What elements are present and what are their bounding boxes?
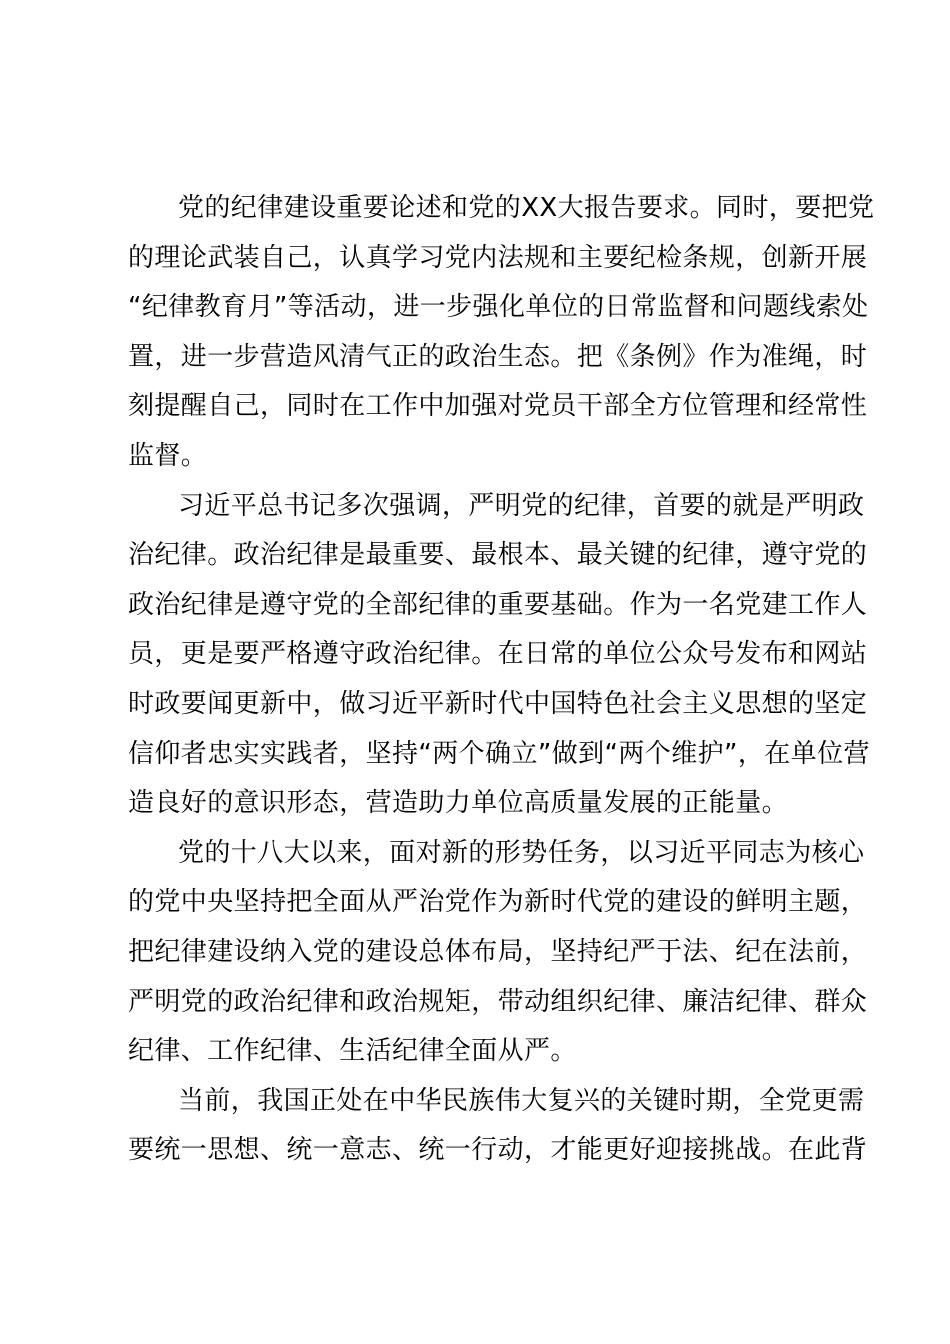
- paragraph-first-line: 当前，我国正处在中华民族伟大复兴的关键时期，全党更需: [178, 1085, 865, 1116]
- body-text: [128, 184, 875, 1176]
- text-line: 时政要闻更新中，做习近平新时代中国特色社会主义思想的坚定: [128, 688, 868, 719]
- text-line: 治纪律。政治纪律是最重要、最根本、最关键的纪律，遵守党的: [128, 540, 868, 571]
- text-line: 置，进一步营造风清气正的政治生态。把《条例》作为准绳，时: [128, 341, 868, 372]
- text-line: 信仰者忠实实践者，坚持“两个确立”做到“两个维护”，在单位营: [128, 738, 870, 769]
- text-line: 政治纪律是遵守党的全部纪律的重要基础。作为一名党建工作人: [128, 589, 868, 620]
- paragraph-first-line: 习近平总书记多次强调，严明党的纪律，首要的就是严明政: [178, 490, 865, 521]
- text-line: 纪律、工作纪律、生活纪律全面从严。: [128, 1036, 577, 1067]
- text-line: 监督。: [128, 440, 208, 471]
- paragraph-first-line: 党的纪律建设重要论述和党的XX大报告要求。同时，要把党: [178, 193, 875, 223]
- text-line: 的党中央坚持把全面从严治党作为新时代党的建设的鲜明主题，: [128, 887, 868, 918]
- text-line: 的理论武装自己，认真学习党内法规和主要纪检条规，创新开展: [128, 242, 868, 273]
- text-line: 把纪律建设纳入党的建设总体布局，坚持纪严于法、纪在法前，: [128, 936, 868, 967]
- text-line: 严明党的政治纪律和政治规矩，带动组织纪律、廉洁纪律、群众: [128, 986, 868, 1017]
- text-line: 要统一思想、统一意志、统一行动，才能更好迎接挑战。在此背: [128, 1135, 868, 1166]
- text-line: “纪律教育月”等活动，进一步强化单位的日常监督和问题线索处: [128, 292, 869, 323]
- text-line: 刻提醒自己，同时在工作中加强对党员干部全方位管理和经常性: [128, 391, 868, 422]
- text-line: 造良好的意识形态，营造助力单位高质量发展的正能量。: [128, 788, 789, 819]
- paragraph-first-line: 党的十八大以来，面对新的形势任务，以习近平同志为核心: [178, 837, 865, 868]
- text-line: 员，更是要严格遵守政治纪律。在日常的单位公众号发布和网站: [128, 639, 868, 670]
